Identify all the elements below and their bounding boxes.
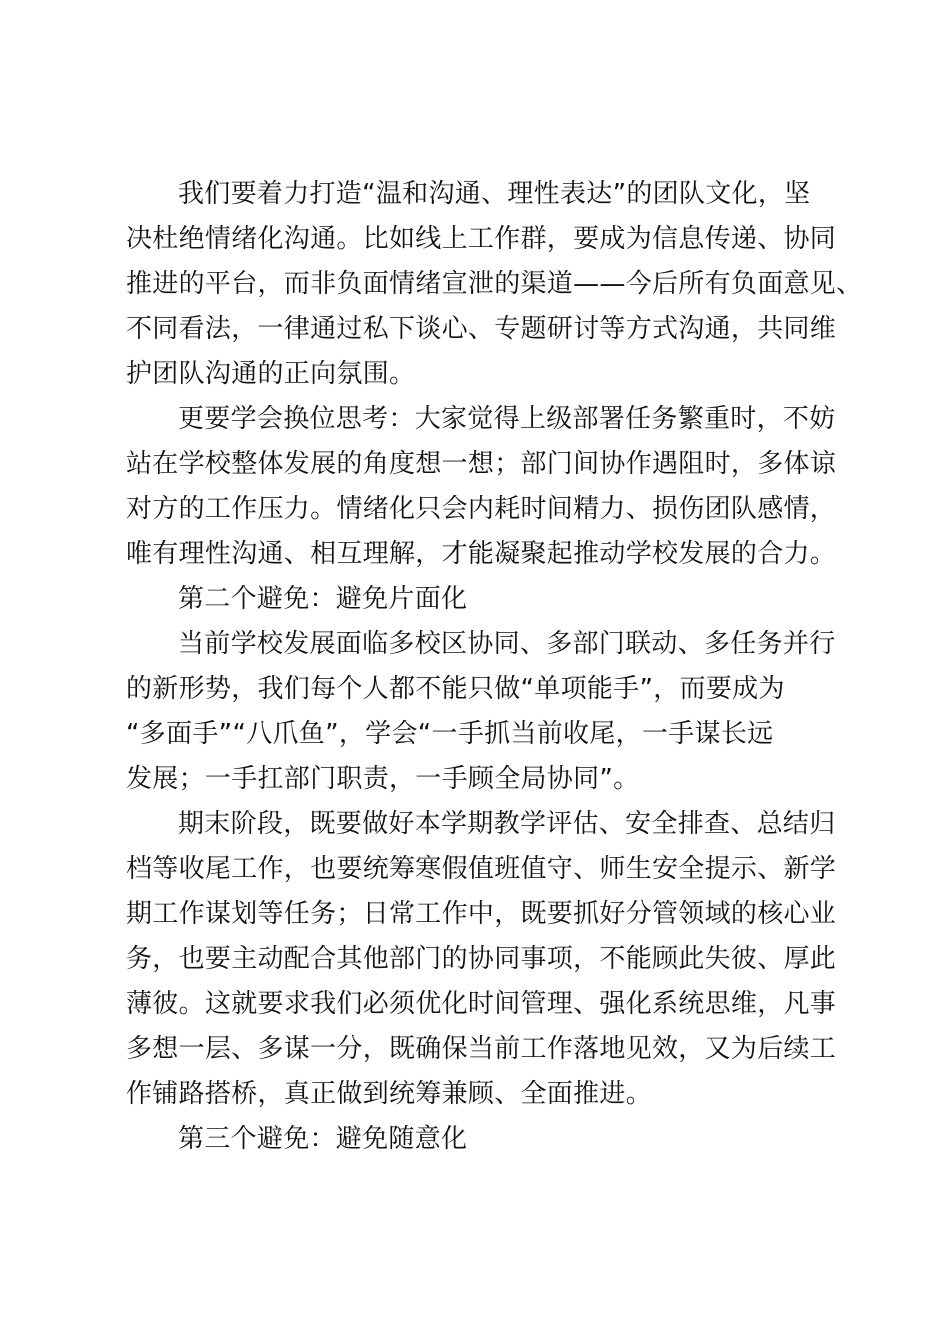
section-heading-2: 第二个避免：避免片面化 <box>178 584 468 614</box>
paragraph-3-line-3: “多面手”“八爪鱼”，学会“一手抓当前收尾，一手谋长远 <box>126 719 774 749</box>
paragraph-4-line-4: 务，也要主动配合其他部门的协同事项，不能顾此失彼、厚此 <box>126 944 837 974</box>
paragraph-1-line-1: 我们要着力打造“温和沟通、理性表达”的团队文化，坚 <box>178 179 811 209</box>
paragraph-4-line-5: 薄彼。这就要求我们必须优化时间管理、强化系统思维，凡事 <box>126 989 837 1019</box>
paragraph-2-line-1: 更要学会换位思考：大家觉得上级部署任务繁重时，不妨 <box>178 404 836 434</box>
paragraph-4-line-2: 档等收尾工作，也要统筹寒假值班值守、师生安全提示、新学 <box>126 854 837 884</box>
paragraph-4-line-6: 多想一层、多谋一分，既确保当前工作落地见效，又为后续工 <box>126 1034 837 1064</box>
paragraph-1-line-4: 不同看法，一律通过私下谈心、专题研讨等方式沟通，共同维 <box>126 314 837 344</box>
section-heading-3: 第三个避免：避免随意化 <box>178 1124 468 1154</box>
paragraph-4-line-3: 期工作谋划等任务；日常工作中，既要抓好分管领域的核心业 <box>126 899 837 929</box>
paragraph-3-line-1: 当前学校发展面临多校区协同、多部门联动、多任务并行 <box>178 629 836 659</box>
paragraph-2-line-3: 对方的工作压力。情绪化只会内耗时间精力、损伤团队感情， <box>126 494 837 524</box>
paragraph-4-line-7: 作铺路搭桥，真正做到统筹兼顾、全面推进。 <box>126 1079 653 1109</box>
paragraph-4-line-1: 期末阶段，既要做好本学期教学评估、安全排查、总结归 <box>178 809 836 839</box>
paragraph-1-line-5: 护团队沟通的正向氛围。 <box>126 359 416 389</box>
paragraph-3-line-2: 的新形势，我们每个人都不能只做“单项能手”，而要成为 <box>126 674 785 704</box>
paragraph-1-line-2: 决杜绝情绪化沟通。比如线上工作群，要成为信息传递、协同 <box>126 224 837 254</box>
paragraph-2-line-2: 站在学校整体发展的角度想一想；部门间协作遇阻时，多体谅 <box>126 449 837 479</box>
paragraph-3-line-4: 发展；一手扛部门职责，一手顾全局协同”。 <box>126 764 640 794</box>
paragraph-2-line-4: 唯有理性沟通、相互理解，才能凝聚起推动学校发展的合力。 <box>126 539 837 569</box>
paragraph-1-line-3: 推进的平台，而非负面情绪宣泄的渠道——今后所有负面意见、 <box>126 269 863 299</box>
document-body <box>126 172 863 1162</box>
